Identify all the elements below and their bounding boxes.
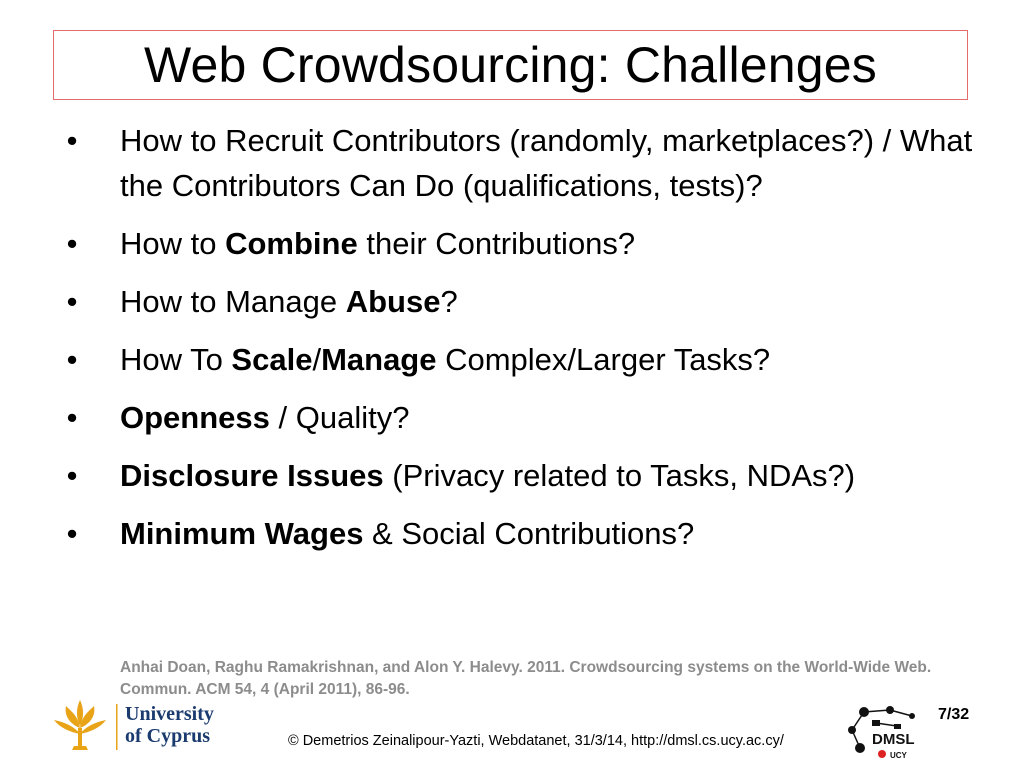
bullet-text: / (312, 342, 322, 377)
ucy-emblem-icon (54, 700, 106, 750)
bullet-text: How To (120, 342, 232, 377)
bullet-icon: • (66, 516, 78, 551)
dmsl-label: DMSL (872, 731, 915, 748)
bullet-text: / Quality? (269, 400, 410, 435)
slide-title: Web Crowdsourcing: Challenges (143, 37, 878, 93)
bullet-text: & Social Contributions? (363, 516, 695, 551)
bullet-text: ? (440, 284, 458, 319)
bullet-icon: • (66, 342, 78, 377)
bullet-item (62, 279, 982, 324)
bullet-text: How to Recruit Contributors (randomly, marketplaces?) / What the Contributors Can Do (qualifications, tests)? (120, 123, 973, 203)
bullet-emphasis: Combine (225, 226, 358, 261)
bullet-item (62, 395, 982, 440)
university-name (125, 703, 214, 747)
university-name-line1: University (125, 703, 214, 725)
bullet-icon: • (66, 226, 78, 261)
bullet-text: How to (120, 226, 226, 261)
bullet-item (62, 221, 982, 266)
bullet-item (62, 453, 982, 498)
bullet-icon: • (66, 400, 78, 435)
bullet-emphasis: Scale (231, 342, 313, 377)
bullet-emphasis: Disclosure Issues (120, 458, 384, 493)
page-number: 7/32 (938, 706, 970, 723)
bullet-text: (Privacy related to Tasks, NDAs?) (383, 458, 856, 493)
bullet-text: their Contributions? (357, 226, 636, 261)
bullet-item (62, 511, 982, 556)
bullet-emphasis: Openness (120, 400, 270, 435)
reference-citation: Anhai Doan, Raghu Ramakrishnan, and Alon Y. Halevy. 2011. Crowdsourcing systems on the World-Wide Web. Commun. ACM 54, 4 (April 2011), 86-96. (120, 659, 932, 698)
university-name-line2: of Cyprus (125, 725, 211, 747)
bullet-text: How to Manage (120, 284, 346, 319)
bullet-emphasis: Minimum Wages (120, 516, 364, 551)
bullet-icon: • (66, 458, 78, 493)
bullet-item (62, 337, 982, 382)
dmsl-sub-label: UCY (890, 751, 907, 760)
slide-title-box (53, 30, 968, 100)
bullet-item (62, 118, 982, 208)
bullet-emphasis: Abuse (345, 284, 441, 319)
bullet-text: Complex/Larger Tasks? (436, 342, 771, 377)
dmsl-logo (842, 700, 932, 760)
bullet-list (62, 118, 982, 569)
bullet-icon: • (66, 123, 78, 158)
bullet-emphasis: Manage (321, 342, 437, 377)
bullet-icon: • (66, 284, 78, 319)
footer-copyright: © Demetrios Zeinalipour-Yazti, Webdatanet, 31/3/14, http://dmsl.cs.ucy.ac.cy/ (288, 733, 784, 749)
